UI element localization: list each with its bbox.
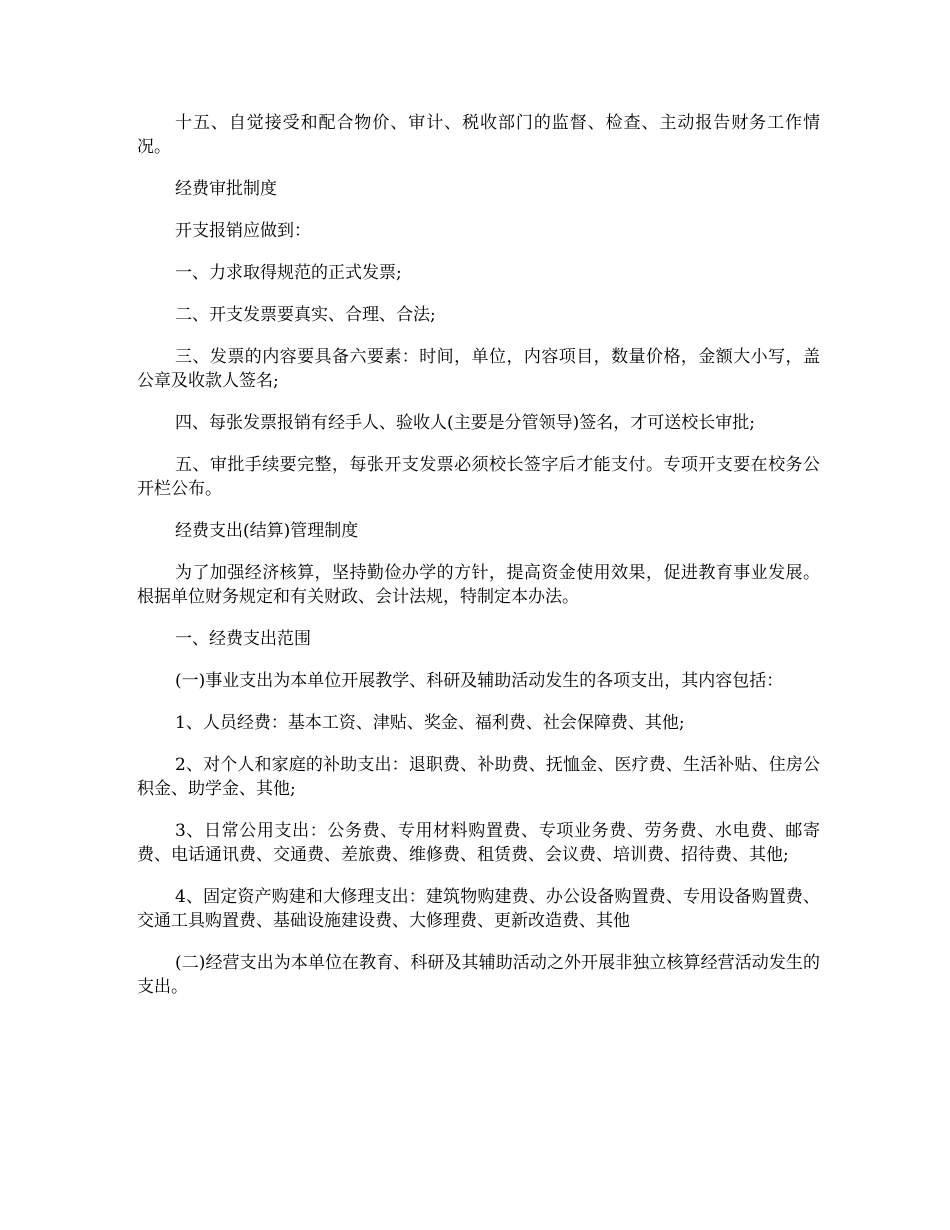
list-item: 1、人员经费：基本工资、津贴、奖金、福利费、社会保障费、其他; [175,713,685,733]
paragraph-1: 十五、自觉接受和配合物价、审计、税收部门的监督、检查、主动报告财务工作情况。 [137,113,820,157]
list-item: 四、每张发票报销有经手人、验收人(主要是分管领导)签名，才可送校长审批; [175,413,755,433]
list-item: 3、日常公用支出：公务费、专用材料购置费、专项业务费、劳务费、水电费、邮寄费、电话通讯费、交通费、差旅费、维修费、租赁费、会议费、培训费、招待费、其他; [137,821,820,865]
list-item: 4、固定资产购建和大修理支出：建筑物购建费、办公设备购置费、专用设备购置费、交通工具购置费、基础设施建设费、大修理费、更新改造费、其他 [137,887,820,931]
list-item: 五、审批手续要完整，每张开支发票必须校长签字后才能支付。专项开支要在校务公开栏公布。 [137,455,820,499]
list-item: 三、发票的内容要具备六要素：时间，单位，内容项目，数量价格，金额大小写，盖公章及收款人签名; [137,347,820,391]
paragraph-17: (二)经营支出为本单位在教育、科研及其辅助活动之外开展非独立核算经营活动发生的支出。 [137,953,820,997]
paragraph-10: 为了加强经济核算，坚持勤俭办学的方针，提高资金使用效果，促进教育事业发展。根据单位财务规定和有关财政、会计法规，特制定本办法。 [137,563,820,607]
subsection-heading: 一、经费支出范围 [175,629,311,649]
list-item: 二、开支发票要真实、合理、合法; [175,305,436,325]
list-item: 2、对个人和家庭的补助支出：退职费、补助费、抚恤金、医疗费、生活补贴、住房公积金、助学金、其他; [137,755,820,799]
list-item: 一、力求取得规范的正式发票; [175,263,402,283]
section-heading-expense-management: 经费支出(结算)管理制度 [175,521,359,541]
paragraph-3: 开支报销应做到： [175,221,311,241]
section-heading-expense-approval: 经费审批制度 [175,179,277,199]
document-body [137,111,820,1017]
paragraph-12: (一)事业支出为本单位开展教学、科研及辅助活动发生的各项支出，其内容包括： [175,671,784,691]
